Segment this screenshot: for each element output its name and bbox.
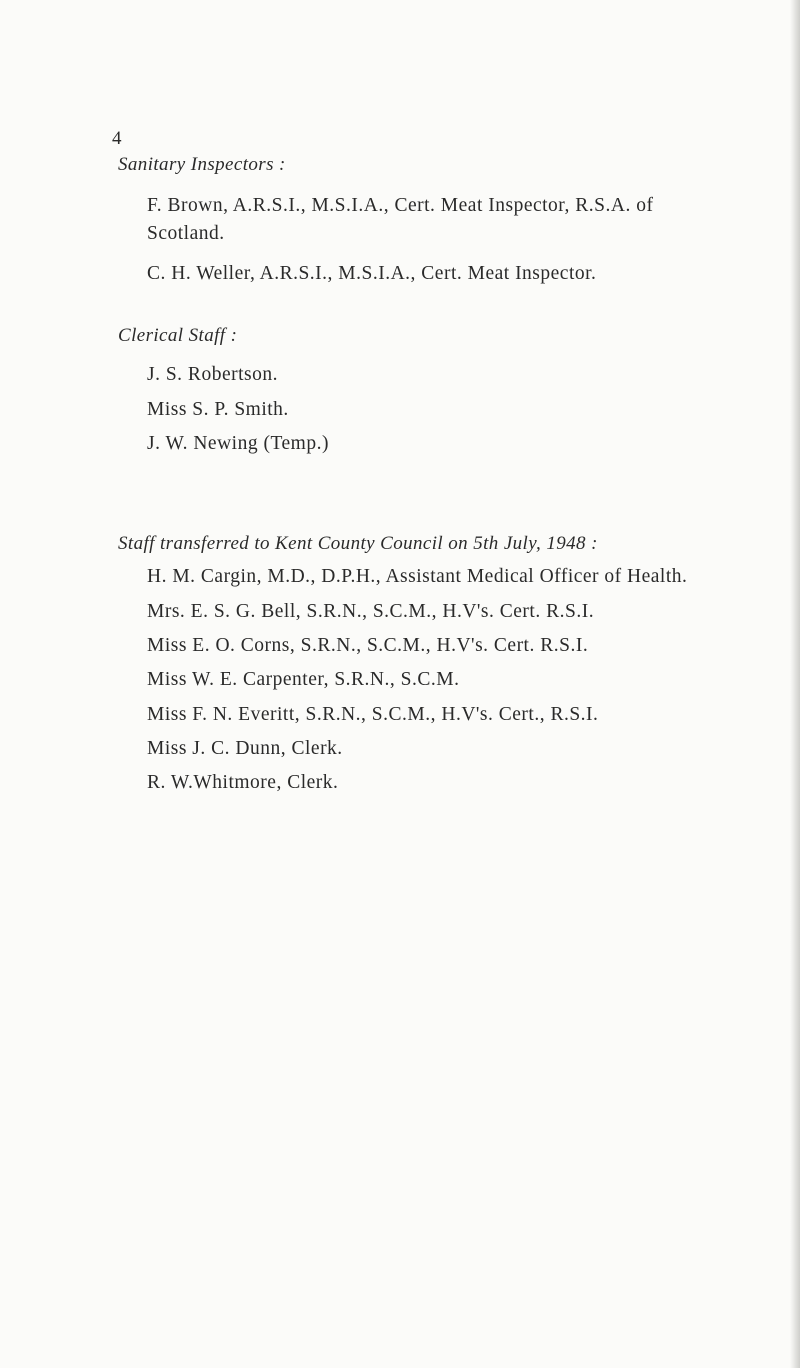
staff-entry: Mrs. E. S. G. Bell, S.R.N., S.C.M., H.V's. Cert. R.S.I. [147, 601, 595, 622]
staff-entry: Miss W. E. Carpenter, S.R.N., S.C.M. [147, 669, 460, 690]
transferred-staff-heading: Staff transferred to Kent County Council on 5th July, 1948 : [118, 533, 598, 554]
staff-entry: Miss J. C. Dunn, Clerk. [147, 738, 343, 759]
staff-entry: Miss F. N. Everitt, S.R.N., S.C.M., H.V's. Cert., R.S.I. [147, 704, 599, 725]
staff-entry-continuation: Scotland. [147, 223, 225, 244]
page-edge-shadow [790, 0, 800, 1368]
staff-entry: F. Brown, A.R.S.I., M.S.I.A., Cert. Meat Inspector, R.S.A. of [147, 195, 654, 216]
page-number: 4 [112, 128, 122, 149]
staff-entry: Miss S. P. Smith. [147, 399, 289, 420]
staff-entry: H. M. Cargin, M.D., D.P.H., Assistant Medical Officer of Health. [147, 566, 688, 587]
staff-entry: Miss E. O. Corns, S.R.N., S.C.M., H.V's. Cert. R.S.I. [147, 635, 589, 656]
staff-entry: J. W. Newing (Temp.) [147, 433, 329, 454]
staff-entry: R. W.Whitmore, Clerk. [147, 772, 339, 793]
staff-entry: J. S. Robertson. [147, 364, 278, 385]
staff-entry: C. H. Weller, A.R.S.I., M.S.I.A., Cert. Meat Inspector. [147, 263, 597, 284]
sanitary-inspectors-heading: Sanitary Inspectors : [118, 154, 286, 175]
clerical-staff-heading: Clerical Staff : [118, 325, 238, 346]
